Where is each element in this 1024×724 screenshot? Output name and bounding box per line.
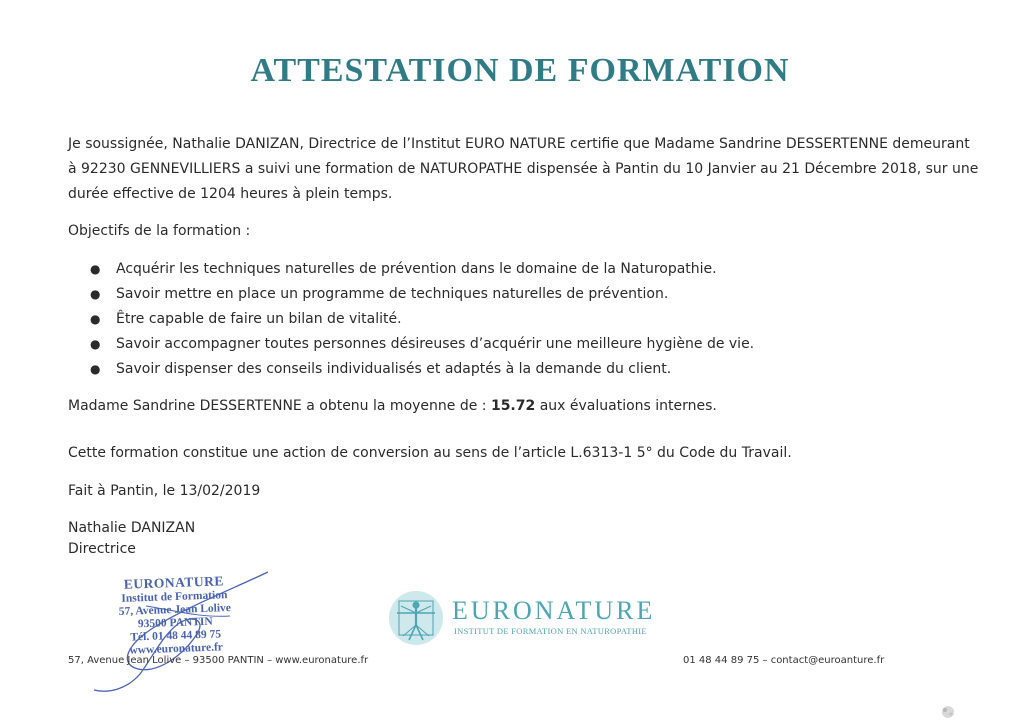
stamp-line-4: Tél. 01 48 44 89 75 (130, 628, 222, 644)
handwritten-signature (80, 570, 280, 700)
objective-text: Savoir accompagner toutes personnes désireuses d’acquérir une meilleure hygiène de vie. (116, 336, 755, 352)
objective-item (90, 282, 754, 307)
footer-contact: 01 48 44 89 75 – contact@euroanture.fr (683, 655, 885, 666)
place-date: Fait à Pantin, le 13/02/2019 (68, 483, 261, 499)
scan-speck (937, 704, 959, 720)
objective-item (90, 257, 754, 282)
stamp-line-5: www.euronature.fr (129, 641, 224, 657)
bullet-icon: ● (90, 312, 101, 326)
footer-address: 57, Avenue Jean Lolive – 93500 PANTIN – www.euronature.fr (68, 655, 369, 666)
bullet-icon: ● (90, 362, 101, 376)
result-text: Madame Sandrine DESSERTENNE a obtenu la moyenne de : (68, 398, 491, 414)
bullet-icon: ● (90, 287, 101, 301)
logo-tagline: INSTITUT DE FORMATION EN NATUROPATHIE (454, 626, 647, 636)
vitruvian-man-icon (388, 590, 444, 646)
stamp-line-3: 93500 PANTIN (137, 615, 213, 631)
score-value: 15.72 (490, 398, 536, 414)
euronature-logo (388, 590, 688, 650)
stamp-name: EURONATURE (123, 573, 225, 592)
objectives-list (90, 257, 754, 382)
stamp-line-1: Institut de Formation (121, 589, 228, 605)
stamp-line-2: 57, Avenue Jean Lolive (118, 602, 232, 618)
objective-item (90, 357, 754, 382)
bullet-icon: ● (90, 337, 101, 351)
objectives-heading: Objectifs de la formation : (68, 223, 251, 239)
bullet-icon: ● (90, 262, 101, 276)
document-title: ATTESTATION DE FORMATION (250, 52, 790, 89)
objective-text: Savoir mettre en place un programme de techniques naturelles de prévention. (116, 286, 669, 302)
intro-line-2: à 92230 GENNEVILLIERS a suivi une formation de NATUROPATHE dispensée à Pantin du 10 Janvier au 21 Décembre 2018, sur une (68, 161, 979, 177)
objective-item (90, 332, 754, 357)
objective-text: Savoir dispenser des conseils individualisés et adaptés à la demande du client. (116, 361, 672, 377)
conversion-text: Cette formation constitue une action de conversion au sens de l’article L.6313-1 5° du Code du Travail. (68, 445, 792, 461)
intro-line-1: Je soussignée, Nathalie DANIZAN, Directrice de l’Institut EURO NATURE certifie que Madame Sandrine DESSERTENNE demeurant (68, 136, 970, 152)
intro-line-3: durée effective de 1204 heures à plein temps. (68, 186, 393, 202)
objective-text: Être capable de faire un bilan de vitalité. (116, 311, 402, 327)
result-line (68, 394, 717, 419)
result-suffix: aux évaluations internes. (535, 398, 717, 414)
objective-text: Acquérir les techniques naturelles de prévention dans le domaine de la Naturopathie. (116, 261, 717, 277)
objective-item (90, 307, 754, 332)
logo-name: EURONATURE (452, 596, 656, 625)
signatory-name: Nathalie DANIZAN (68, 520, 196, 536)
signatory-role: Directrice (68, 541, 136, 557)
